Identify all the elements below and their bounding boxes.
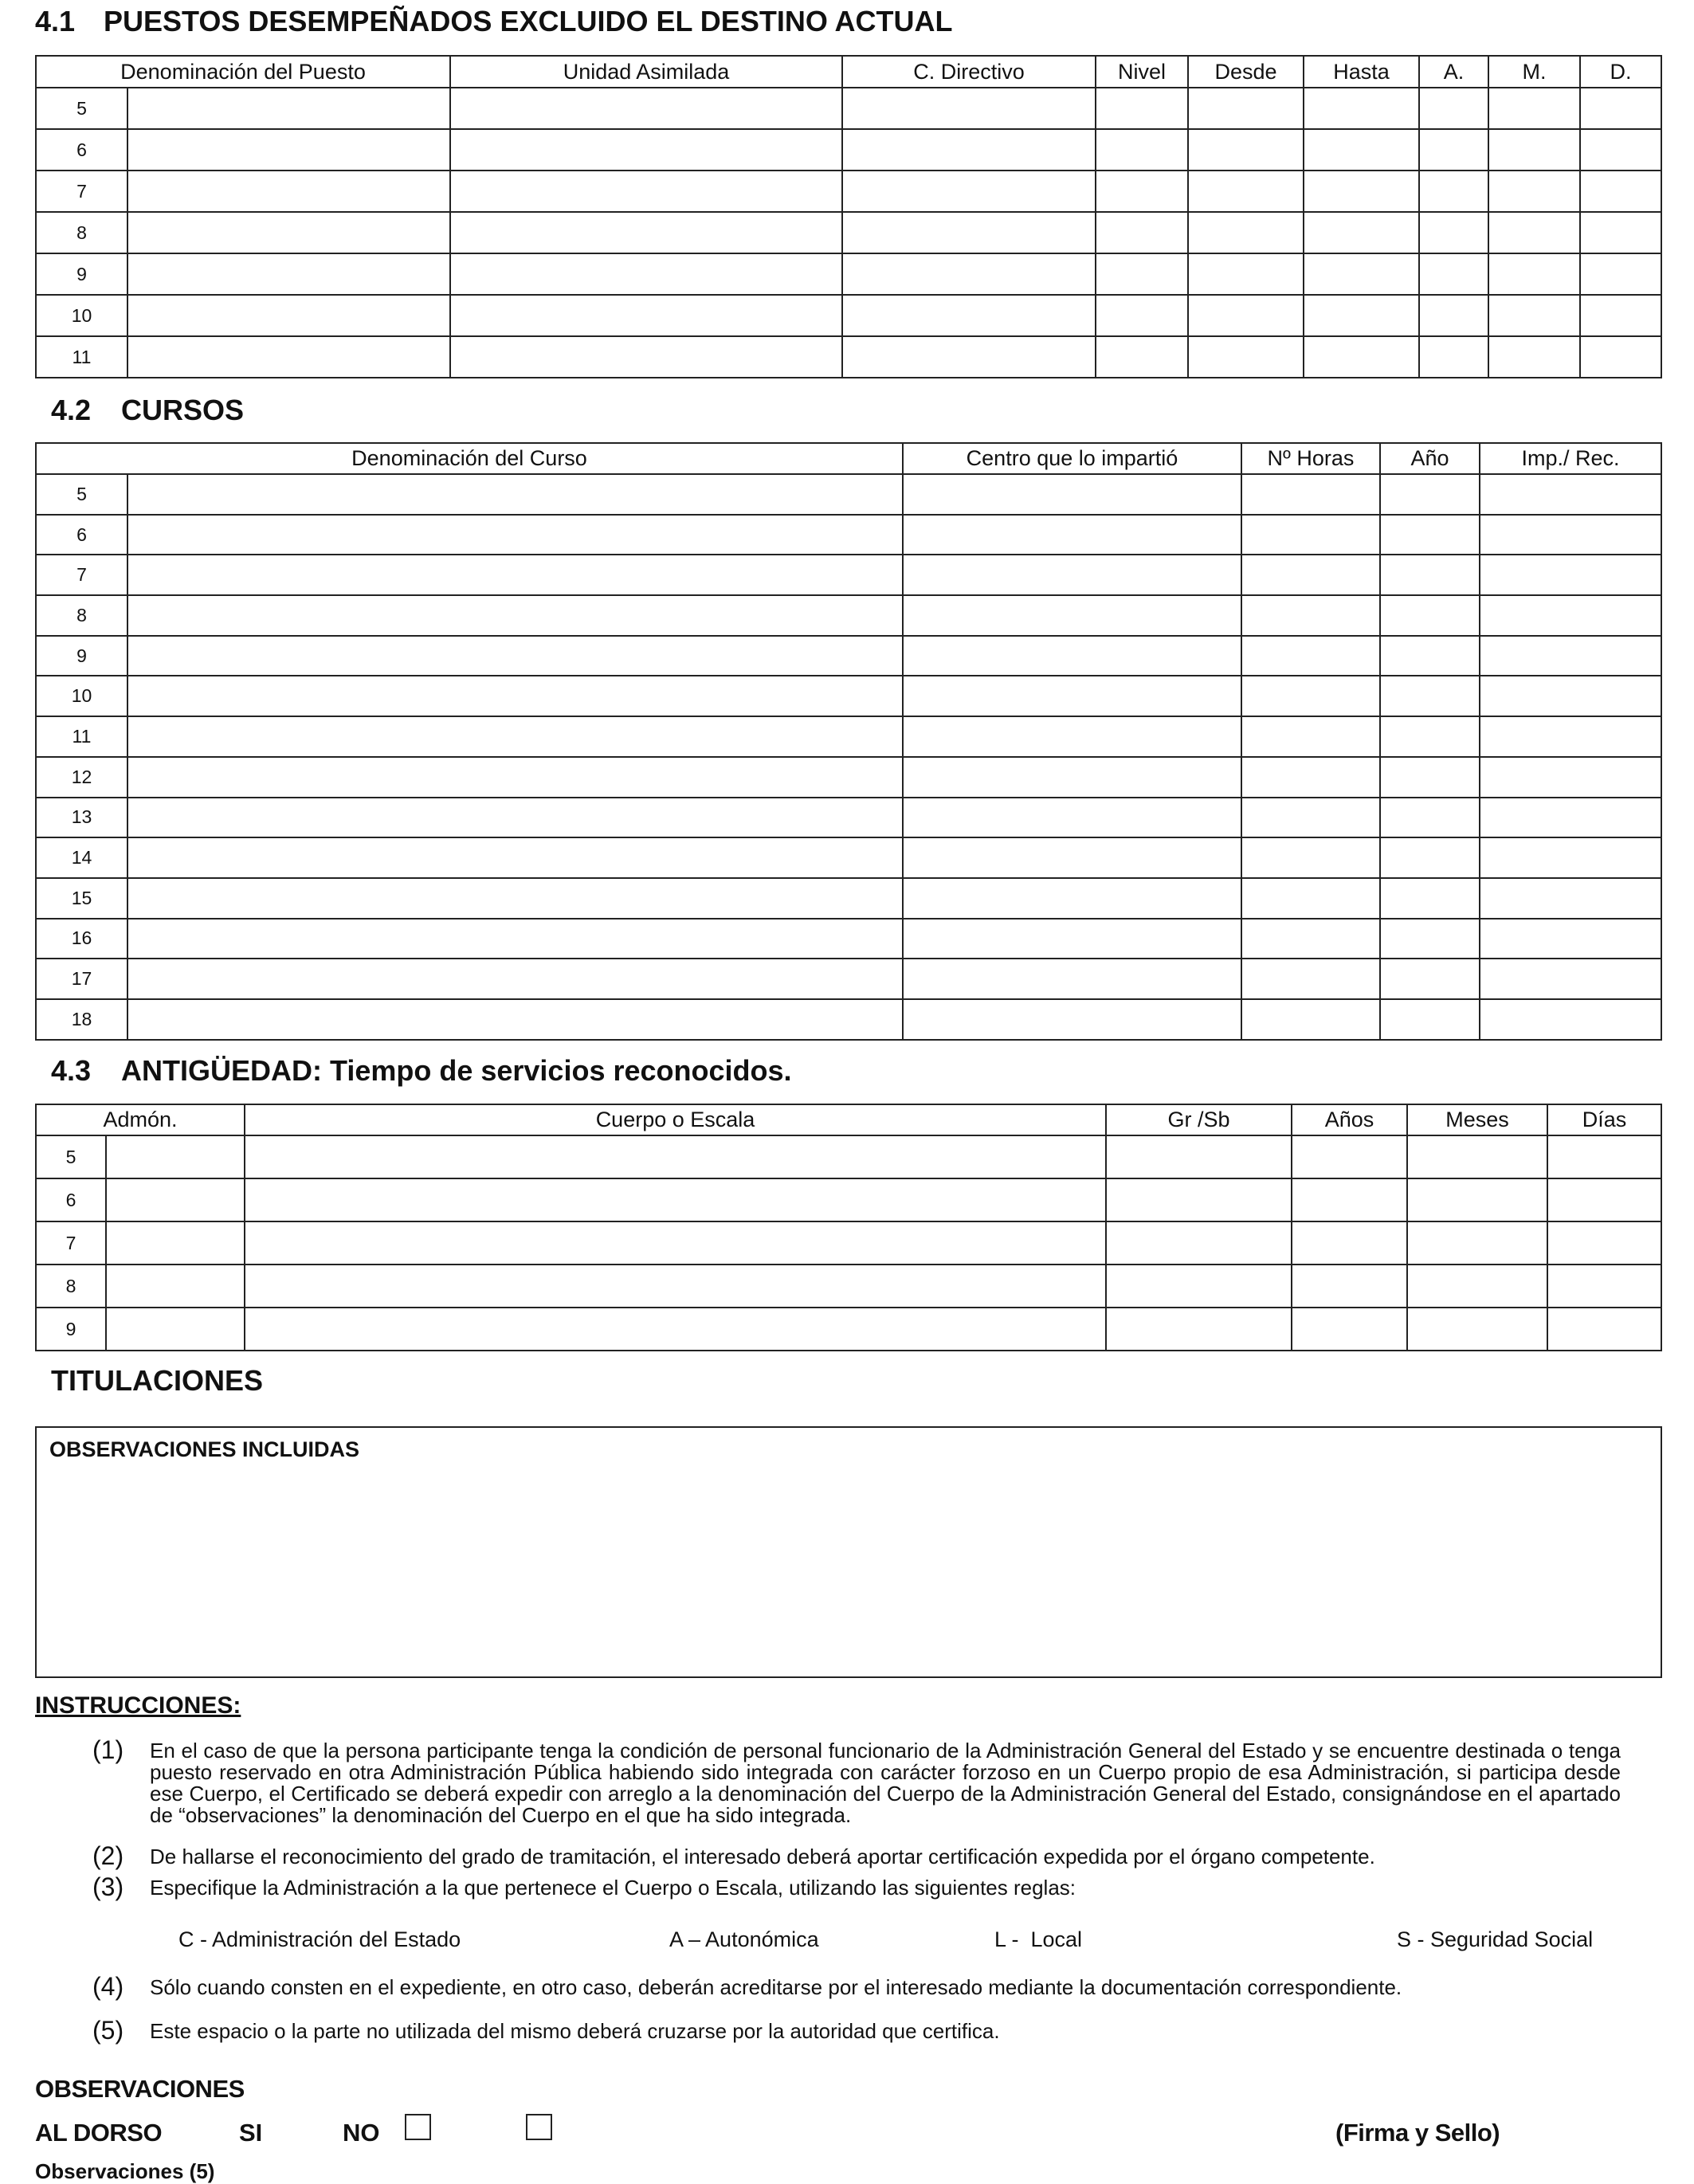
table-cell[interactable] [903,555,1241,595]
table-row [36,595,1661,636]
table-cell[interactable] [1380,878,1480,919]
table-cell[interactable] [1241,716,1380,757]
table-row [36,1265,1661,1308]
table-cell[interactable] [1241,515,1380,555]
instruction-text: Especifique la Administración a la que pertenece el Cuerpo o Escala, utilizando las siguientes reglas: [150,1876,1076,1900]
row-number: 7 [36,1221,106,1265]
table-cell[interactable] [127,253,450,295]
table-cell[interactable] [1188,295,1304,336]
table-cell[interactable] [1380,716,1480,757]
table-cell[interactable] [1488,212,1580,253]
row-number: 5 [36,474,127,515]
table-cell[interactable] [1241,837,1380,878]
section-title-text: PUESTOS DESEMPEÑADOS EXCLUIDO EL DESTINO ACTUAL [104,5,953,37]
section-4-1-title [35,5,952,38]
column-header: Denominación del Puesto [36,56,450,88]
column-header: A. [1419,56,1488,88]
table-row [36,636,1661,676]
table-cell[interactable] [903,878,1241,919]
rule-seguridad-social: S - Seguridad Social [1397,1927,1594,1951]
table-cell[interactable] [245,1135,1106,1178]
column-header: C. Directivo [842,56,1096,88]
table-cell[interactable] [1407,1221,1547,1265]
column-header: Meses [1407,1104,1547,1135]
table-cell[interactable] [1241,595,1380,636]
row-number: 6 [36,129,127,171]
table-row [36,212,1661,253]
table-row [36,757,1661,798]
titulaciones-heading: TITULACIONES [51,1364,263,1397]
table-cell[interactable] [1480,555,1661,595]
table-row [36,336,1661,378]
table-cell[interactable] [127,636,903,676]
row-number: 17 [36,959,127,999]
table-row [36,878,1661,919]
table-row [36,1221,1661,1265]
table-cell[interactable] [1292,1308,1407,1351]
table-cell[interactable] [903,676,1241,716]
row-number: 15 [36,878,127,919]
table-cell[interactable] [245,1221,1106,1265]
row-number: 8 [36,595,127,636]
table-cell[interactable] [1407,1265,1547,1308]
table-cell[interactable] [1419,336,1488,378]
table-cell[interactable] [1380,999,1480,1040]
table-cell[interactable] [1096,212,1188,253]
table-cell[interactable] [127,474,903,515]
table-cell[interactable] [1419,88,1488,129]
row-number: 9 [36,636,127,676]
table-cell[interactable] [1380,595,1480,636]
section-4-3-title [51,1054,792,1088]
table-cell[interactable] [1292,1265,1407,1308]
antiguedad-table [35,1104,1662,1351]
table-cell[interactable] [842,212,1096,253]
table-cell[interactable] [903,474,1241,515]
table-cell[interactable] [1547,1135,1661,1178]
row-number: 8 [36,212,127,253]
table-cell[interactable] [1580,295,1661,336]
table-cell[interactable] [245,1178,1106,1221]
instruction-text: Sólo cuando consten en el expediente, en otro caso, deberán acreditarse por el interesado mediante la documentación correspondiente. [150,1975,1402,1999]
table-cell[interactable] [842,171,1096,212]
table-row [36,88,1661,129]
table-cell[interactable] [1480,959,1661,999]
table-cell[interactable] [127,959,903,999]
table-cell[interactable] [245,1265,1106,1308]
table-cell[interactable] [903,959,1241,999]
table-cell[interactable] [1241,919,1380,959]
table-cell[interactable] [127,595,903,636]
table-cell[interactable] [1241,676,1380,716]
table-cell[interactable] [1188,253,1304,295]
column-header: Unidad Asimilada [450,56,842,88]
column-header: Admón. [36,1104,245,1135]
table-cell[interactable] [127,878,903,919]
table-cell[interactable] [1488,88,1580,129]
table-cell[interactable] [127,757,903,798]
no-label: NO [343,2119,380,2147]
table-cell[interactable] [1304,171,1419,212]
table-cell[interactable] [127,212,450,253]
table-cell[interactable] [1407,1308,1547,1351]
instruction-text: Este espacio o la parte no utilizada del mismo deberá cruzarse por la autoridad que certifica. [150,2019,1000,2043]
table-cell[interactable] [1380,636,1480,676]
table-row [36,474,1661,515]
table-cell[interactable] [1580,171,1661,212]
puestos-table [35,55,1662,378]
column-header: Cuerpo o Escala [245,1104,1106,1135]
cursos-table [35,442,1662,1041]
table-cell[interactable] [127,676,903,716]
table-cell[interactable] [1380,959,1480,999]
table-cell[interactable] [1407,1135,1547,1178]
column-header: Años [1292,1104,1407,1135]
rule-local: L - Local [994,1927,1083,1951]
table-cell[interactable] [450,295,842,336]
table-cell[interactable] [127,129,450,171]
table-cell[interactable] [1241,798,1380,838]
table-cell[interactable] [1096,129,1188,171]
instrucciones-heading: INSTRUCCIONES: [35,1692,241,1719]
table-cell[interactable] [1380,837,1480,878]
firma-sello-label: (Firma y Sello) [1335,2119,1500,2147]
table-cell[interactable] [1292,1221,1407,1265]
row-number: 12 [36,757,127,798]
table-cell[interactable] [1380,474,1480,515]
row-number: 6 [36,515,127,555]
column-header: Nº Horas [1241,443,1380,474]
table-cell[interactable] [1304,253,1419,295]
instruction-number: (2) [92,1841,124,1870]
table-cell[interactable] [1188,336,1304,378]
column-header: Gr /Sb [1106,1104,1292,1135]
table-cell[interactable] [1480,595,1661,636]
table-cell[interactable] [127,295,450,336]
table-cell[interactable] [1480,716,1661,757]
table-row [36,295,1661,336]
row-number: 16 [36,919,127,959]
table-cell[interactable] [903,757,1241,798]
table-cell[interactable] [1580,88,1661,129]
table-cell[interactable] [1304,295,1419,336]
table-row [36,171,1661,212]
table-cell[interactable] [127,555,903,595]
table-cell[interactable] [450,336,842,378]
column-header: Días [1547,1104,1661,1135]
table-cell[interactable] [106,1135,245,1178]
table-cell[interactable] [1419,129,1488,171]
section-number: 4.2 [51,394,92,426]
table-cell[interactable] [1547,1265,1661,1308]
row-number: 7 [36,555,127,595]
table-cell[interactable] [1304,129,1419,171]
row-number: 9 [36,1308,106,1351]
table-cell[interactable] [1106,1265,1292,1308]
row-number: 11 [36,716,127,757]
table-cell[interactable] [1304,336,1419,378]
observaciones-heading: OBSERVACIONES [35,2075,245,2103]
table-cell[interactable] [1241,555,1380,595]
table-cell[interactable] [1304,212,1419,253]
table-cell[interactable] [1380,676,1480,716]
table-cell[interactable] [245,1308,1106,1351]
table-cell[interactable] [1480,837,1661,878]
row-number: 13 [36,798,127,838]
table-cell[interactable] [1488,171,1580,212]
table-cell[interactable] [1480,474,1661,515]
table-cell[interactable] [1547,1308,1661,1351]
table-cell[interactable] [1292,1178,1407,1221]
rule-autonomica: A – Autonómica [669,1927,819,1951]
table-cell[interactable] [1488,295,1580,336]
table-cell[interactable] [903,798,1241,838]
no-checkbox[interactable] [526,2114,552,2140]
table-row [36,716,1661,757]
instruction-number: (1) [92,1735,124,1764]
table-cell[interactable] [1096,253,1188,295]
table-cell[interactable] [1241,636,1380,676]
observaciones-5-label: Observaciones (5) [35,2159,215,2183]
table-cell[interactable] [903,636,1241,676]
row-number: 10 [36,295,127,336]
table-cell[interactable] [1580,253,1661,295]
observaciones-incluidas-box[interactable] [35,1426,1662,1678]
rule-estado: C - Administración del Estado [178,1927,461,1951]
table-cell[interactable] [1304,88,1419,129]
table-cell[interactable] [450,129,842,171]
section-number: 4.1 [35,5,76,37]
table-cell[interactable] [1380,515,1480,555]
table-cell[interactable] [1480,919,1661,959]
column-header: Desde [1188,56,1304,88]
row-number: 5 [36,88,127,129]
table-cell[interactable] [1106,1135,1292,1178]
table-cell[interactable] [1241,474,1380,515]
table-cell[interactable] [127,716,903,757]
instruction-number: (3) [92,1872,124,1901]
table-cell[interactable] [1188,129,1304,171]
table-cell[interactable] [1480,757,1661,798]
table-cell[interactable] [1488,129,1580,171]
column-header: Hasta [1304,56,1419,88]
table-cell[interactable] [1188,171,1304,212]
table-cell[interactable] [1480,636,1661,676]
table-cell[interactable] [842,295,1096,336]
column-header: Año [1380,443,1480,474]
table-cell[interactable] [842,129,1096,171]
table-row [36,515,1661,555]
table-cell[interactable] [1488,253,1580,295]
table-cell[interactable] [1419,171,1488,212]
table-cell[interactable] [106,1178,245,1221]
observaciones-incluidas-label: OBSERVACIONES INCLUIDAS [49,1437,360,1461]
section-title-text: ANTIGÜEDAD: Tiempo de servicios reconocidos. [121,1054,792,1087]
table-cell[interactable] [1380,757,1480,798]
instruction-number: (5) [92,2016,124,2045]
table-cell[interactable] [127,515,903,555]
section-title-text: CURSOS [121,394,245,426]
row-number: 11 [36,336,127,378]
table-cell[interactable] [903,837,1241,878]
table-cell[interactable] [903,919,1241,959]
table-row [36,959,1661,999]
table-cell[interactable] [1241,878,1380,919]
table-row [36,129,1661,171]
row-number: 7 [36,171,127,212]
instruction-number: (4) [92,1972,124,2001]
table-cell[interactable] [450,253,842,295]
table-cell[interactable] [106,1265,245,1308]
table-cell[interactable] [106,1221,245,1265]
row-number: 8 [36,1265,106,1308]
instruction-text: De hallarse el reconocimiento del grado de tramitación, el interesado deberá aportar certificación expedida por el órgano competente. [150,1845,1375,1868]
table-row [36,919,1661,959]
table-cell[interactable] [127,919,903,959]
table-cell[interactable] [1106,1308,1292,1351]
table-cell[interactable] [1380,555,1480,595]
table-cell[interactable] [450,88,842,129]
table-cell[interactable] [1547,1221,1661,1265]
table-cell[interactable] [127,336,450,378]
table-cell[interactable] [1488,336,1580,378]
table-cell[interactable] [1241,757,1380,798]
table-cell[interactable] [1419,295,1488,336]
table-cell[interactable] [1380,798,1480,838]
column-header: Imp./ Rec. [1480,443,1661,474]
section-number: 4.3 [51,1054,92,1087]
table-cell[interactable] [1241,999,1380,1040]
table-cell[interactable] [1096,295,1188,336]
row-number: 10 [36,676,127,716]
table-cell[interactable] [1580,129,1661,171]
table-cell[interactable] [106,1308,245,1351]
section-4-2-title [51,394,244,427]
row-number: 14 [36,837,127,878]
table-cell[interactable] [127,798,903,838]
table-cell[interactable] [1096,171,1188,212]
table-cell[interactable] [127,88,450,129]
table-cell[interactable] [450,212,842,253]
table-cell[interactable] [1419,212,1488,253]
table-cell[interactable] [1480,676,1661,716]
table-cell[interactable] [903,515,1241,555]
row-number: 18 [36,999,127,1040]
table-cell[interactable] [1292,1135,1407,1178]
row-number: 5 [36,1135,106,1178]
table-row [36,999,1661,1040]
table-cell[interactable] [1547,1178,1661,1221]
table-cell[interactable] [903,999,1241,1040]
table-cell[interactable] [1380,919,1480,959]
table-cell[interactable] [1188,212,1304,253]
table-cell[interactable] [1188,88,1304,129]
column-header: Denominación del Curso [36,443,903,474]
row-number: 9 [36,253,127,295]
table-cell[interactable] [1480,999,1661,1040]
table-cell[interactable] [903,595,1241,636]
table-cell[interactable] [842,88,1096,129]
table-cell[interactable] [127,171,450,212]
table-cell[interactable] [127,999,903,1040]
table-cell[interactable] [842,336,1096,378]
table-cell[interactable] [1480,798,1661,838]
si-label: SI [239,2119,263,2147]
table-cell[interactable] [842,253,1096,295]
table-row [36,253,1661,295]
table-cell[interactable] [1096,336,1188,378]
si-checkbox[interactable] [405,2114,431,2140]
table-cell[interactable] [1106,1221,1292,1265]
table-cell[interactable] [903,716,1241,757]
table-row [36,1308,1661,1351]
table-cell[interactable] [1480,878,1661,919]
table-row [36,1178,1661,1221]
row-number: 6 [36,1178,106,1221]
table-cell[interactable] [1106,1178,1292,1221]
table-cell[interactable] [1480,515,1661,555]
table-cell[interactable] [450,171,842,212]
table-row [36,555,1661,595]
table-row [36,837,1661,878]
table-cell[interactable] [127,837,903,878]
table-cell[interactable] [1407,1178,1547,1221]
table-cell[interactable] [1096,88,1188,129]
column-header: D. [1580,56,1661,88]
column-header: Nivel [1096,56,1188,88]
al-dorso-label: AL DORSO [35,2119,163,2147]
instruction-text: En el caso de que la persona participante tenga la condición de personal funcionario de la Administración General del Estado y se encuentre destinada o tenga puesto reservado en otra Administración Pública habiendo sido integrada con carácter forzoso en un Cuerpo propio de esa Administración, si participa desde ese Cuerpo, el Certificado se deberá expedir con arreglo a la denominación del Cuerpo de la Administración General del Estado, consignándose en el apartado de “observaciones” la denominación del Cuerpo en el que ha sido integrada. [150,1739,1621,1827]
table-row [36,798,1661,838]
table-cell[interactable] [1241,959,1380,999]
table-cell[interactable] [1580,336,1661,378]
table-cell[interactable] [1580,212,1661,253]
column-header: M. [1488,56,1580,88]
table-row [36,1135,1661,1178]
table-row [36,676,1661,716]
column-header: Centro que lo impartió [903,443,1241,474]
table-cell[interactable] [1419,253,1488,295]
